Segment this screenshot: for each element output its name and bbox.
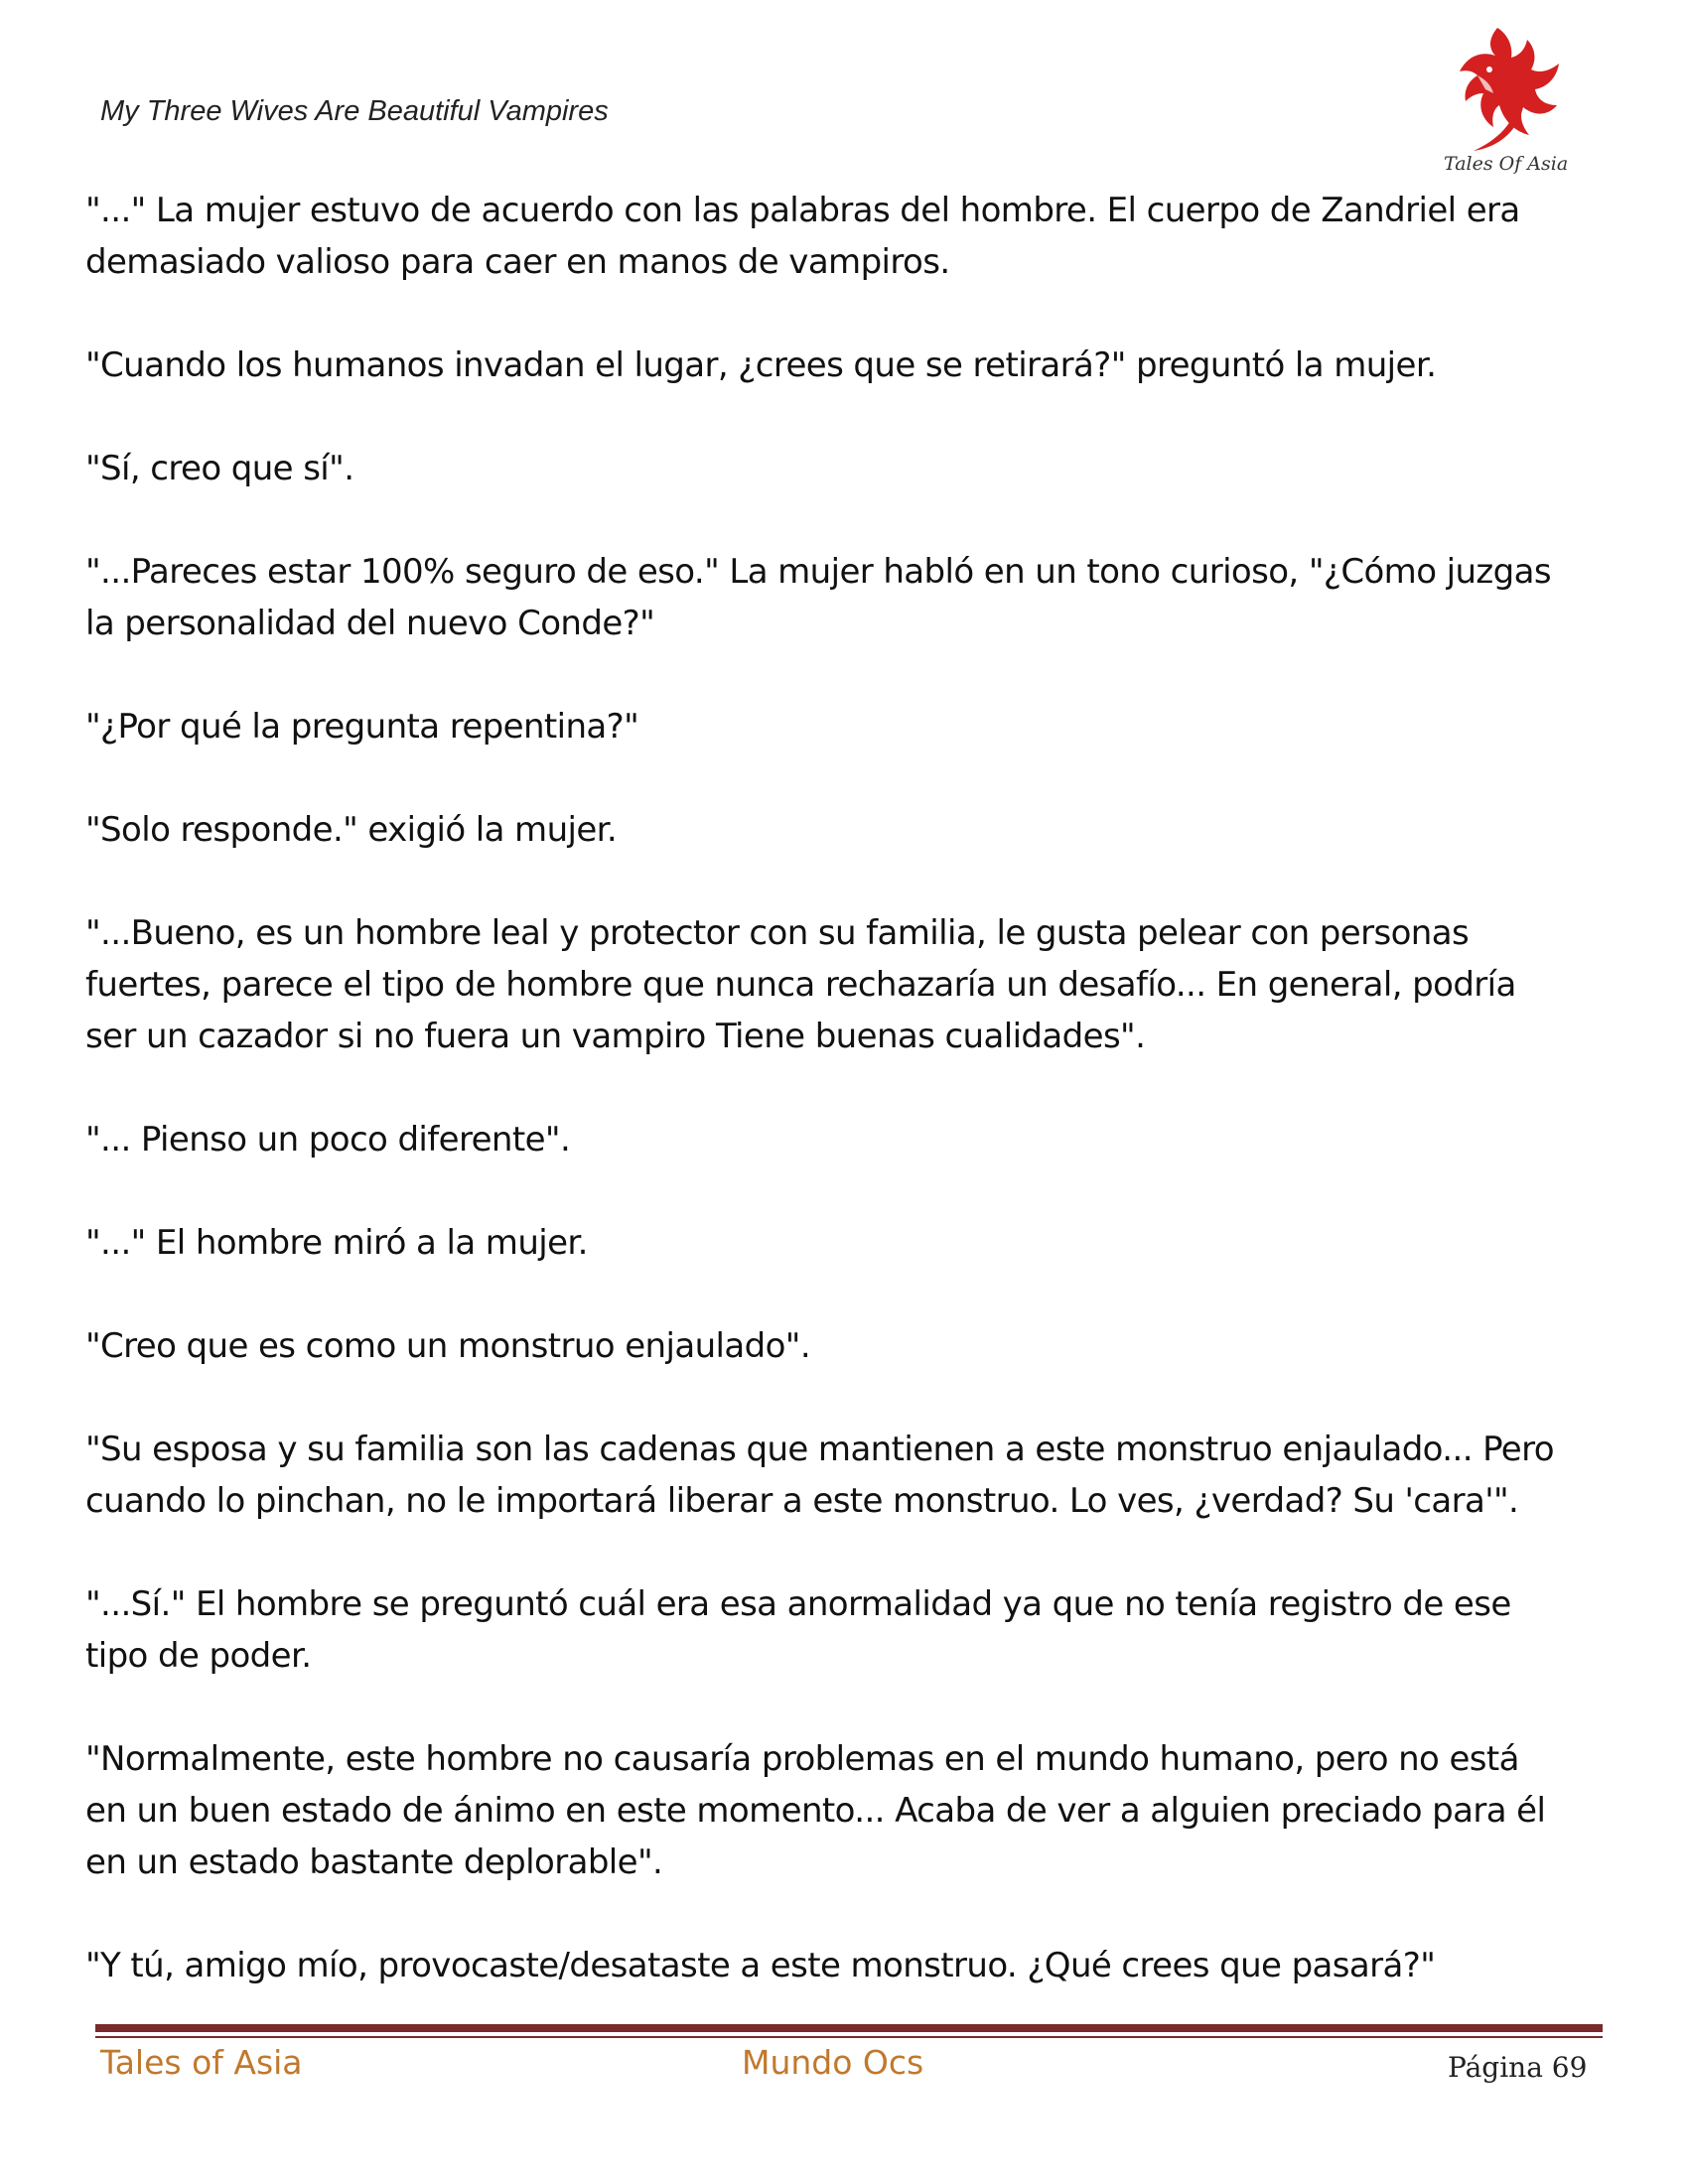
paragraph: "...Sí." El hombre se preguntó cuál era esa anormalidad ya que no tenía registro de ese tipo de poder.	[85, 1584, 1511, 1676]
body-text	[85, 185, 1615, 2043]
paragraph: "..." El hombre miró a la mujer.	[85, 1223, 588, 1263]
footer-translator: Mundo Ocs	[742, 2043, 924, 2082]
paragraph: "Normalmente, este hombre no causaría problemas en el mundo humano, pero no está en un buen estado de ánimo en este momento... Acaba de ver a alguien preciado para él en un estado bastante deplorable".	[85, 1739, 1546, 1882]
paragraph: "... Pienso un poco diferente".	[85, 1120, 571, 1160]
paragraph: "..." La mujer estuvo de acuerdo con las palabras del hombre. El cuerpo de Zandriel era demasiado valioso para caer en manos de vampiros.	[85, 191, 1520, 282]
paragraph: "Solo responde." exigió la mujer.	[85, 810, 618, 850]
paragraph: "Y tú, amigo mío, provocaste/desataste a este monstruo. ¿Qué crees que pasará?"	[85, 1946, 1436, 1985]
paragraph: "...Pareces estar 100% seguro de eso." La mujer habló en un tono curioso, "¿Cómo juzgas la personalidad del nuevo Conde?"	[85, 552, 1551, 643]
running-header-title: My Three Wives Are Beautiful Vampires	[100, 95, 609, 127]
paragraph: "Sí, creo que sí".	[85, 449, 354, 488]
paragraph: "Creo que es como un monstruo enjaulado".	[85, 1326, 811, 1366]
paragraph: "Su esposa y su familia son las cadenas que mantienen a este monstruo enjaulado... Pero cuando lo pinchan, no le importará liberar a este monstruo. Lo ves, ¿verdad? Su 'cara'".	[85, 1430, 1554, 1521]
footer-divider-thin	[95, 2036, 1603, 2038]
paragraph: "¿Por qué la pregunta repentina?"	[85, 707, 639, 747]
footer-site-name: Tales of Asia	[100, 2043, 303, 2082]
paragraph: "Cuando los humanos invadan el lugar, ¿crees que se retirará?" preguntó la mujer.	[85, 345, 1437, 385]
page-number: Página 69	[1448, 2051, 1588, 2084]
logo-text: Tales Of Asia	[1444, 153, 1569, 175]
paragraph: "...Bueno, es un hombre leal y protector con su familia, le gusta pelear con personas fuertes, parece el tipo de hombre que nunca rechazaría un desafío... En general, podría ser un cazador si no fuera un vampiro Tiene buenas cualidades".	[85, 913, 1516, 1056]
footer-divider	[95, 2024, 1603, 2032]
